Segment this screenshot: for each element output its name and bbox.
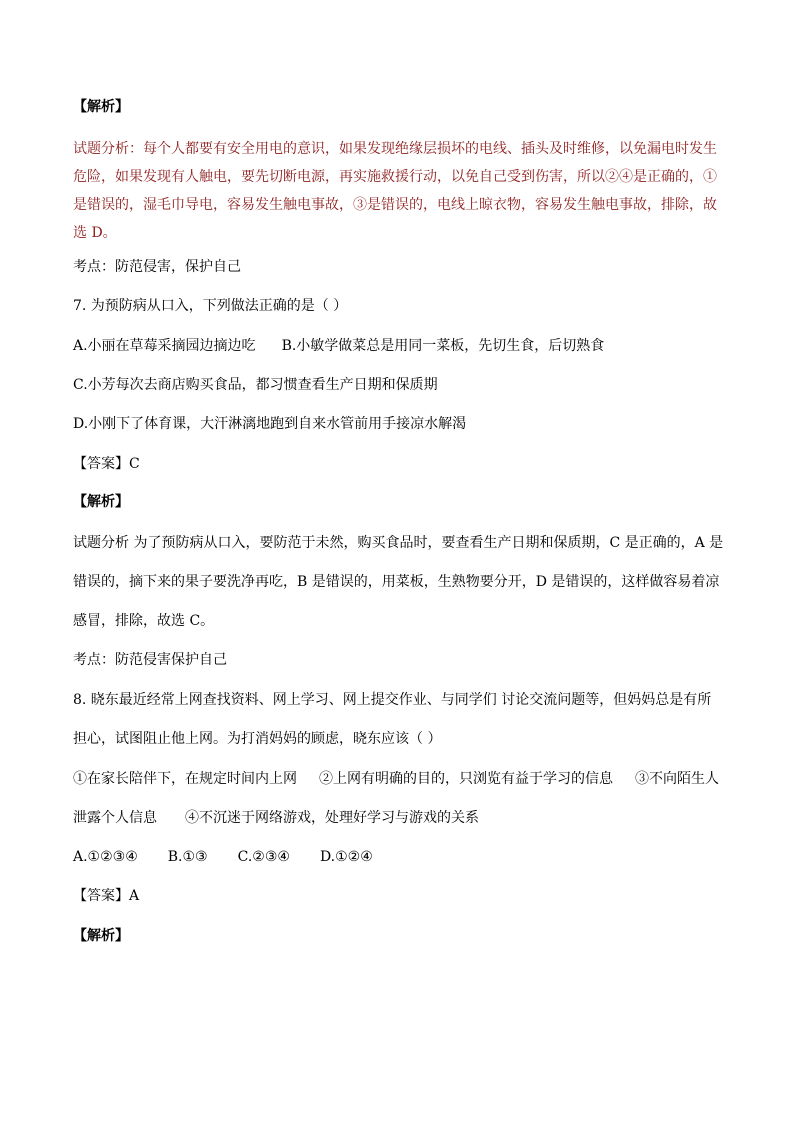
q7-analysis-line-1: 试题分析 为了预防病从口入，要防范于未然，购买食品时，要查看生产日期和保质期，C 是正确的，A 是 xyxy=(73,535,724,551)
q7-answer: 【答案】C xyxy=(73,456,140,472)
q7-analysis-line-2: 错误的，摘下来的果子要洗净再吃，B 是错误的，用菜板，生熟物要分开，D 是错误的，这样做容易着凉 xyxy=(73,574,720,590)
q8-item-1: ①在家长陪伴下，在规定时间内上网 xyxy=(73,771,297,787)
q8-option-d: D.①②④ xyxy=(319,849,373,865)
q7-analysis-line-3: 感冒，排除，故选 C。 xyxy=(73,613,215,629)
q7-stem: 7. 为预防病从口入，下列做法正确的是（ ） xyxy=(73,298,348,314)
q7-option-a: A.小丽在草莓采摘园边摘边吃 xyxy=(73,338,256,354)
analysis-line-4: 选 D。 xyxy=(73,225,117,241)
q8-option-a: A.①②③④ xyxy=(73,849,138,865)
analysis-line-3: 是错误的，湿毛巾导电，容易发生触电事故，③是错误的，电线上晾衣物，容易发生触电事故，排除，故 xyxy=(73,197,717,213)
q8-option-b: B.①③ xyxy=(167,849,208,865)
analysis-line-1: 试题分析：每个人都要有安全用电的意识，如果发现绝缘层损坏的电线、插头及时维修，以免漏电时发生 xyxy=(73,141,717,157)
q8-items-row-1 xyxy=(73,769,733,789)
q8-option-c: C.②③④ xyxy=(237,849,290,865)
q8-stem-line-2: 担心，试图阻止他上网。为打消妈妈的顾虑，晓东应该（ ） xyxy=(73,731,442,747)
q7-option-d: D.小刚下了体育课，大汗淋漓地跑到自来水管前用手接凉水解渴 xyxy=(73,416,467,432)
kaodian-line: 考点：防范侵害，保护自己 xyxy=(73,259,241,275)
q8-answer: 【答案】A xyxy=(73,888,140,904)
analysis-heading: 【解析】 xyxy=(73,99,129,115)
q8-item-2: ②上网有明确的目的，只浏览有益于学习的信息 xyxy=(319,771,613,787)
q8-stem-line-1: 8. 晓东最近经常上网查找资料、网上学习、网上提交作业、与同学们 讨论交流问题等，但妈妈总是有所 xyxy=(73,692,712,708)
q8-item-3-part-1: ③不向陌生人 xyxy=(635,771,719,787)
q8-item-4: ④不沉迷于网络游戏，处理好学习与游戏的关系 xyxy=(185,810,479,826)
q7-option-b: B.小敏学做菜总是用同一菜板，先切生食，后切熟食 xyxy=(281,338,605,354)
q8-item-3-part-2: 泄露个人信息 xyxy=(73,810,157,826)
q8-items-row-2 xyxy=(73,808,733,828)
q7-analysis-heading: 【解析】 xyxy=(73,494,129,510)
q7-option-c: C.小芳每次去商店购买食品，都习惯查看生产日期和保质期 xyxy=(73,377,438,393)
q8-analysis-heading: 【解析】 xyxy=(73,928,129,944)
analysis-line-2: 危险，如果发现有人触电，要先切断电源，再实施救援行动，以免自己受到伤害，所以②④是正确的，① xyxy=(73,169,717,185)
q7-options-ab xyxy=(73,336,733,356)
q8-options xyxy=(73,847,733,867)
q7-kaodian: 考点：防范侵害保护自己 xyxy=(73,652,227,668)
